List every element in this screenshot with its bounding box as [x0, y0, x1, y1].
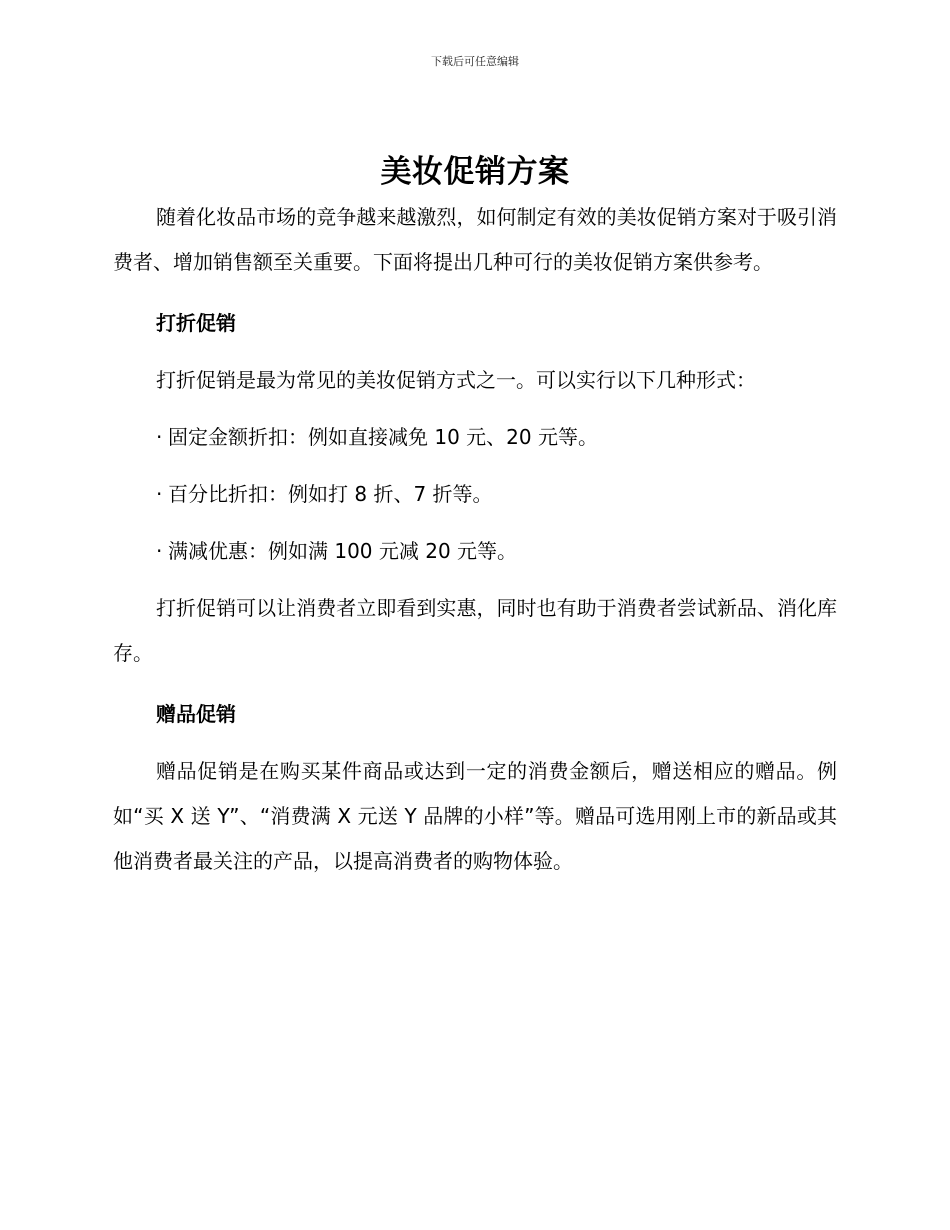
bullet-marker: ·	[156, 539, 163, 563]
bullet-marker: ·	[156, 425, 163, 449]
section-heading-discount: 打折促销	[156, 311, 236, 335]
list-item-text: 固定金额折扣：例如直接减免 10 元、20 元等。	[168, 425, 598, 449]
section-discount-paragraph-1: 打折促销是最为常见的美妆促销方式之一。可以实行以下几种形式：	[156, 368, 756, 392]
discount-forms-list	[113, 415, 837, 574]
bullet-marker: ·	[156, 482, 163, 506]
page-header: 下载后可任意编辑	[431, 55, 519, 68]
list-item	[113, 529, 837, 574]
section-heading-gift: 赠品促销	[156, 702, 236, 726]
document-body	[113, 150, 837, 884]
list-item	[113, 415, 837, 460]
list-item	[113, 472, 837, 517]
intro-paragraph: 随着化妆品市场的竞争越来越激烈，如何制定有效的美妆促销方案对于吸引消费者、增加销售额至关重要。下面将提出几种可行的美妆促销方案供参考。	[113, 205, 837, 274]
document-title: 美妆促销方案	[380, 154, 570, 190]
section-gift-paragraph-1: 赠品促销是在购买某件商品或达到一定的消费金额后，赠送相应的赠品。例如“买 X 送 Y”、“消费满 X 元送 Y 品牌的小样”等。赠品可选用刚上市的新品或其他消费者最关注的产品，以提高消费者的购物体验。	[113, 759, 837, 873]
section-discount-paragraph-2: 打折促销可以让消费者立即看到实惠，同时也有助于消费者尝试新品、消化库存。	[113, 596, 837, 665]
list-item-text: 满减优惠：例如满 100 元减 20 元等。	[168, 539, 518, 563]
list-item-text: 百分比折扣：例如打 8 折、7 折等。	[168, 482, 493, 506]
